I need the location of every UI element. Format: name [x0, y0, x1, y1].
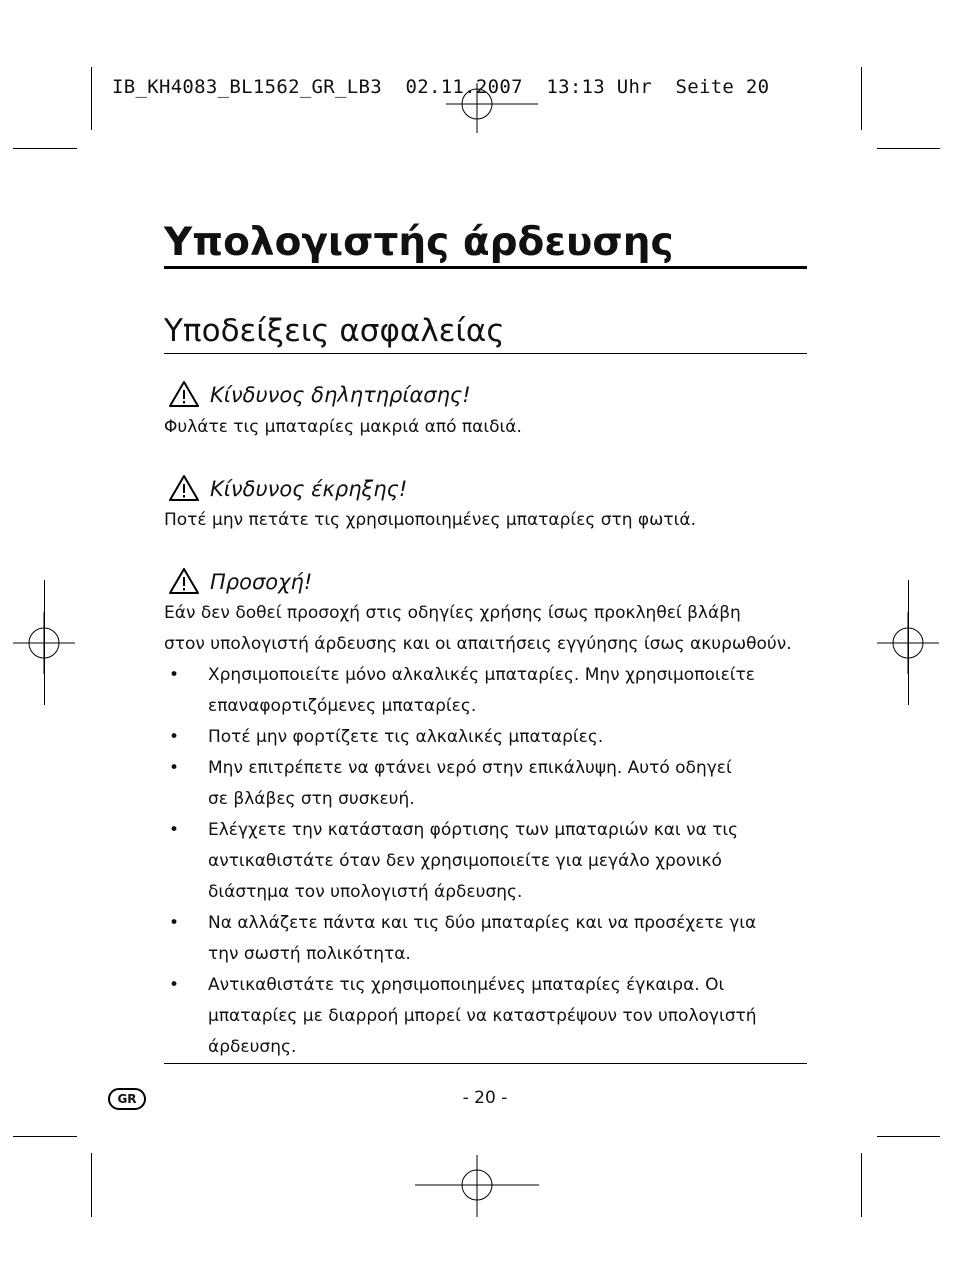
- crop-mark: [91, 67, 92, 130]
- warning-title: Κίνδυνος δηλητηρίασης!: [210, 383, 471, 407]
- list-item: Αντικαθιστάτε τις χρησιμοποιημένες μπαταρίες έγκαιρα. Οι: [208, 975, 725, 995]
- title-rule: [164, 266, 807, 269]
- list-item: Ποτέ μην φορτίζετε τις αλκαλικές μπαταρίες.: [208, 727, 604, 747]
- list-item: μπαταρίες με διαρροή μπορεί να καταστρέψουν τον υπολογιστή: [208, 1006, 757, 1026]
- list-item: Χρησιμοποιείτε μόνο αλκαλικές μπαταρίες. Μην χρησιμοποιείτε: [208, 665, 755, 685]
- list-item: επαναφορτιζόμενες μπαταρίες.: [208, 696, 477, 716]
- warning-title: Κίνδυνος έκρηξης!: [210, 477, 408, 501]
- list-item: Ελέγχετε την κατάσταση φόρτισης των μπαταριών και να τις: [208, 820, 739, 840]
- list-item: άρδευσης.: [208, 1037, 297, 1057]
- registration-mark-left-icon: [13, 612, 75, 674]
- warning-triangle-icon: [168, 380, 200, 408]
- list-item: Να αλλάζετε πάντα και τις δύο μπαταρίες και να προσέχετε για: [208, 913, 757, 933]
- warning-text: στον υπολογιστή άρδευσης και οι απαιτήσεις εγγύησης ίσως ακυρωθούν.: [164, 634, 792, 654]
- list-item: σε βλάβες στη συσκευή.: [208, 789, 415, 809]
- bullet-symbol: •: [168, 665, 180, 685]
- warning-text: Ποτέ μην πετάτε τις χρησιμοποιημένες μπαταρίες στη φωτιά.: [164, 510, 696, 530]
- registration-mark-right-icon: [877, 612, 939, 674]
- warning-text: Φυλάτε τις μπαταρίες μακριά από παιδιά.: [164, 417, 522, 437]
- list-item: την σωστή πολικότητα.: [208, 944, 411, 964]
- list-item: διάστημα τον υπολογιστή άρδευσης.: [208, 882, 523, 902]
- bullet-symbol: •: [168, 758, 180, 778]
- footer-rule: [164, 1063, 807, 1064]
- crop-mark: [91, 1153, 92, 1217]
- list-item: αντικαθιστάτε όταν δεν χρησιμοποιείτε για μεγάλο χρονικό: [208, 851, 722, 871]
- registration-mark-bottom-icon: [415, 1155, 539, 1217]
- bullet-symbol: •: [168, 975, 180, 995]
- section-rule: [164, 353, 807, 354]
- print-slug: IB_KH4083_BL1562_GR_LB3 02.11.2007 13:13 Uhr Seite 20: [112, 76, 770, 98]
- bullet-symbol: •: [168, 820, 180, 840]
- page-title: Υπολογιστής άρδευσης: [164, 220, 674, 265]
- list-item: Μην επιτρέπετε να φτάνει νερό στην επικάλυψη. Αυτό οδηγεί: [208, 758, 732, 778]
- crop-mark: [877, 1136, 940, 1137]
- page-number: - 20 -: [462, 1088, 508, 1108]
- crop-mark: [861, 1153, 862, 1217]
- section-heading: Υποδείξεις ασφαλείας: [164, 313, 505, 349]
- warning-triangle-icon: [168, 567, 200, 595]
- crop-mark: [13, 1136, 77, 1137]
- warning-title: Προσοχή!: [210, 570, 313, 594]
- warning-triangle-icon: [168, 474, 200, 502]
- crop-mark: [877, 148, 940, 149]
- crop-mark: [861, 67, 862, 130]
- language-badge: GR: [108, 1088, 146, 1110]
- bullet-symbol: •: [168, 913, 180, 933]
- crop-mark: [13, 148, 77, 149]
- warning-text: Εάν δεν δοθεί προσοχή στις οδηγίες χρήσης ίσως προκληθεί βλάβη: [164, 603, 741, 623]
- bullet-symbol: •: [168, 727, 180, 747]
